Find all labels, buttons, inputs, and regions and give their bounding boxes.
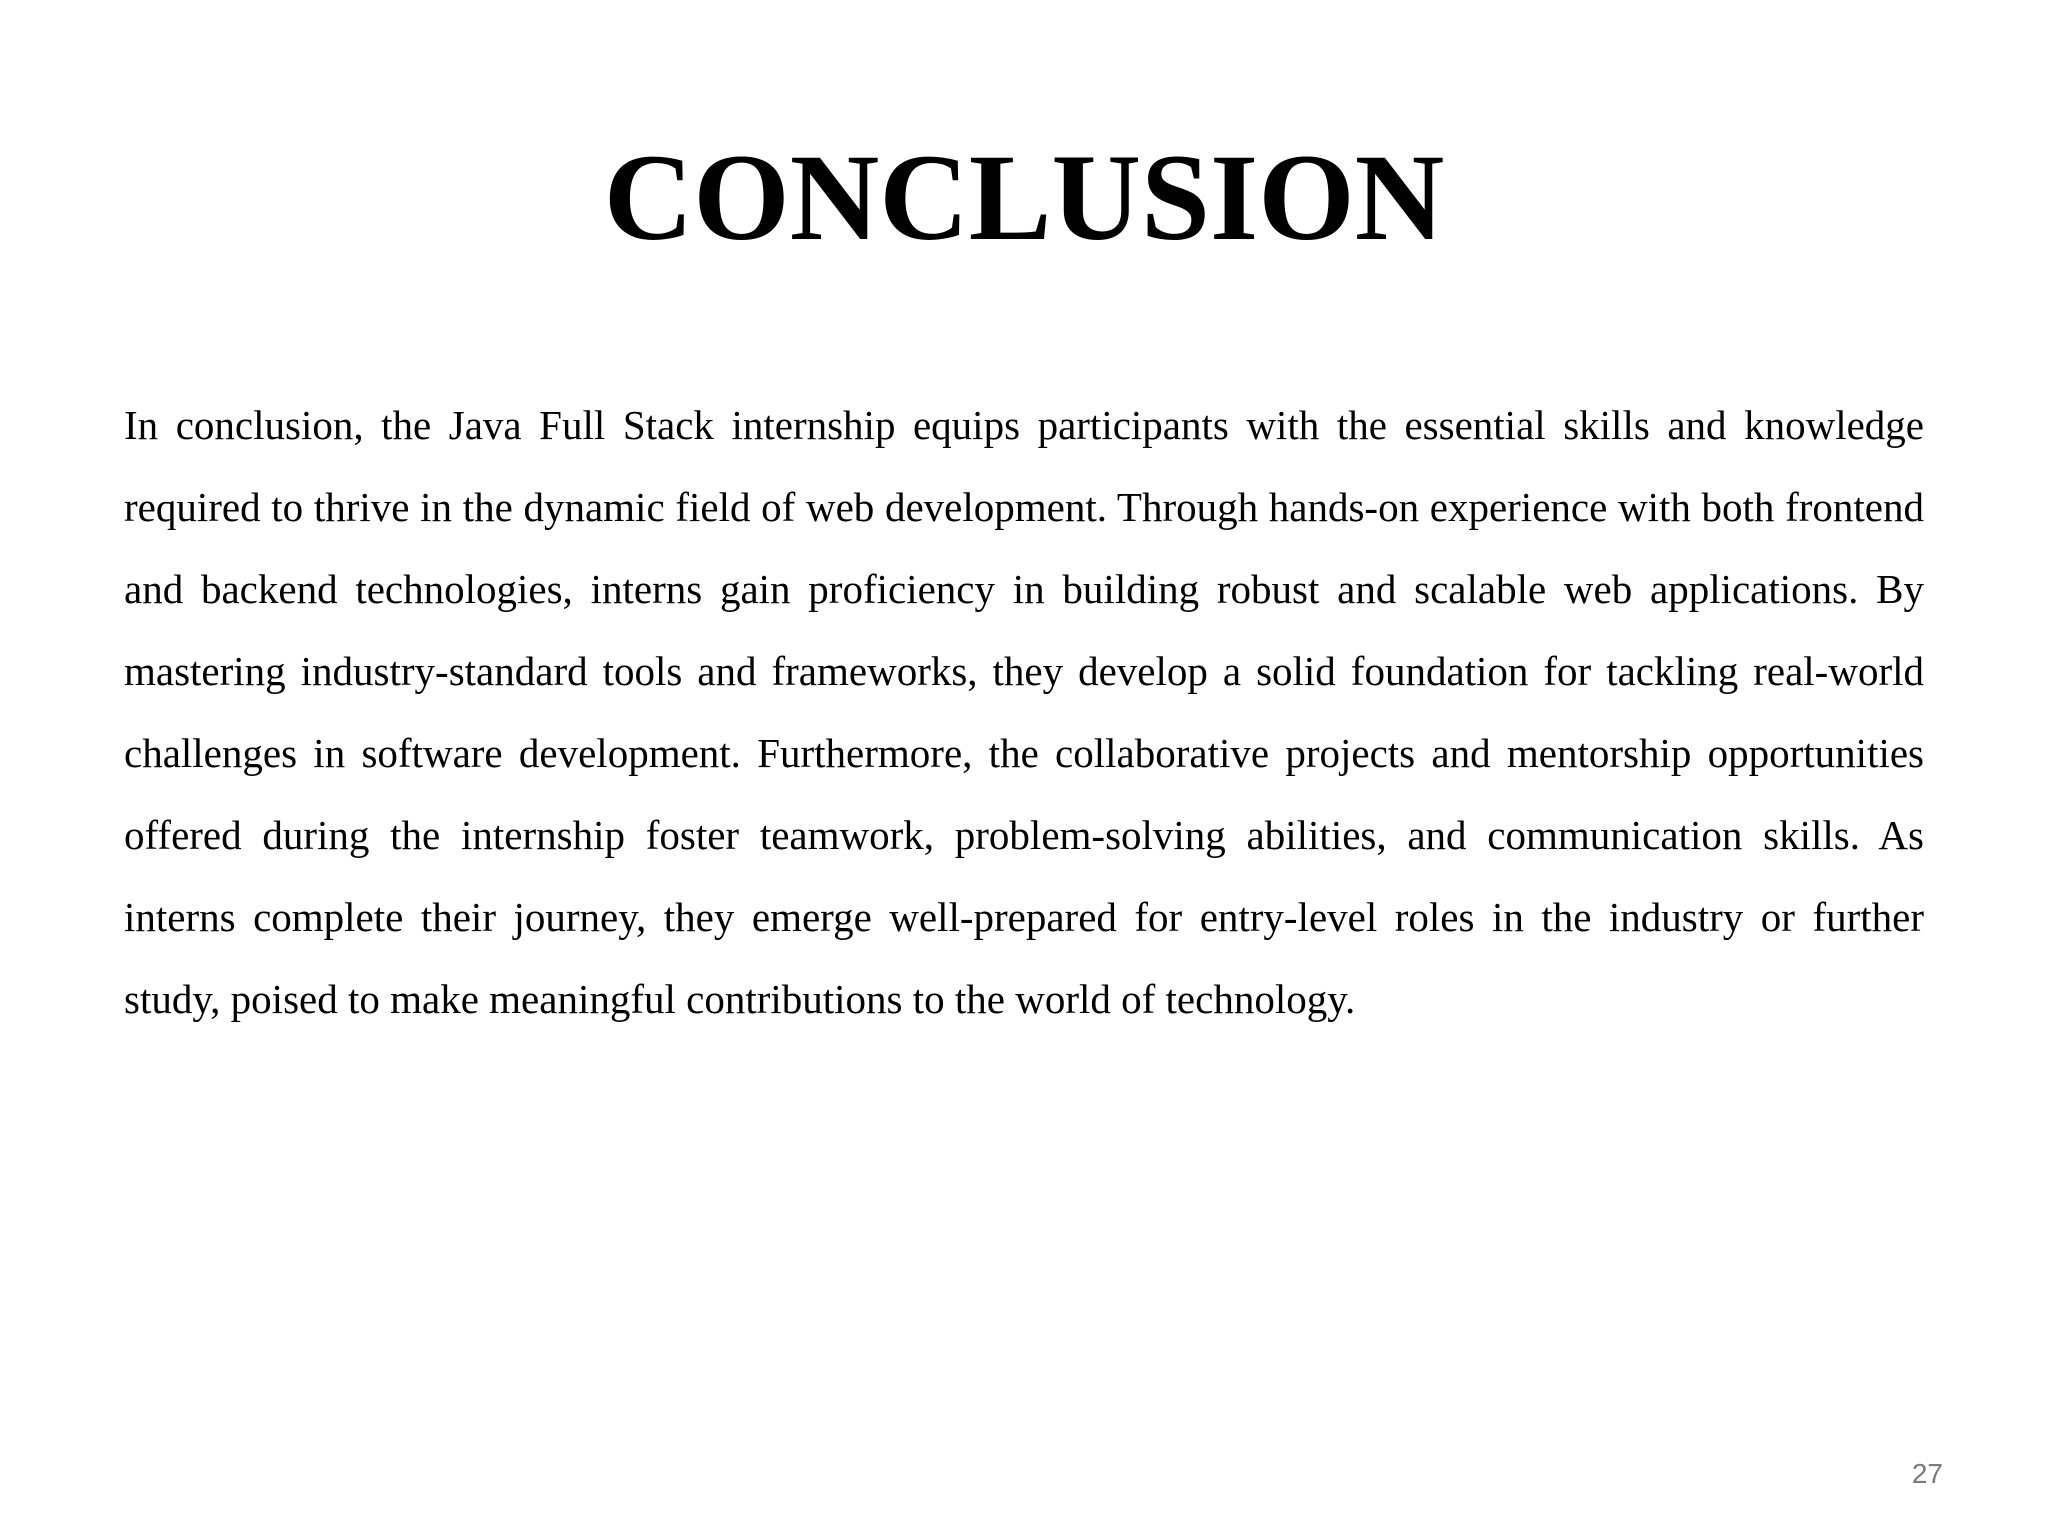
- conclusion-paragraph: In conclusion, the Java Full Stack internship equips participants with the essential skills and knowledge required to thrive in the dynamic field of web development. Through hands-on experience with both frontend and backend technologies, interns gain proficiency in building robust and scalable web applications. By mastering industry-standard tools and frameworks, they develop a solid foundation for tackling real-world challenges in software development. Furthermore, the collaborative projects and mentorship opportunities offered during the internship foster teamwork, problem-solving abilities, and communication skills. As interns complete their journey, they emerge well-prepared for entry-level roles in the industry or further study, poised to make meaningful contributions to the world of technology.: [124, 402, 1924, 1022]
- page-number: 27: [1911, 1458, 1943, 1489]
- slide-title: CONCLUSION: [603, 129, 1445, 266]
